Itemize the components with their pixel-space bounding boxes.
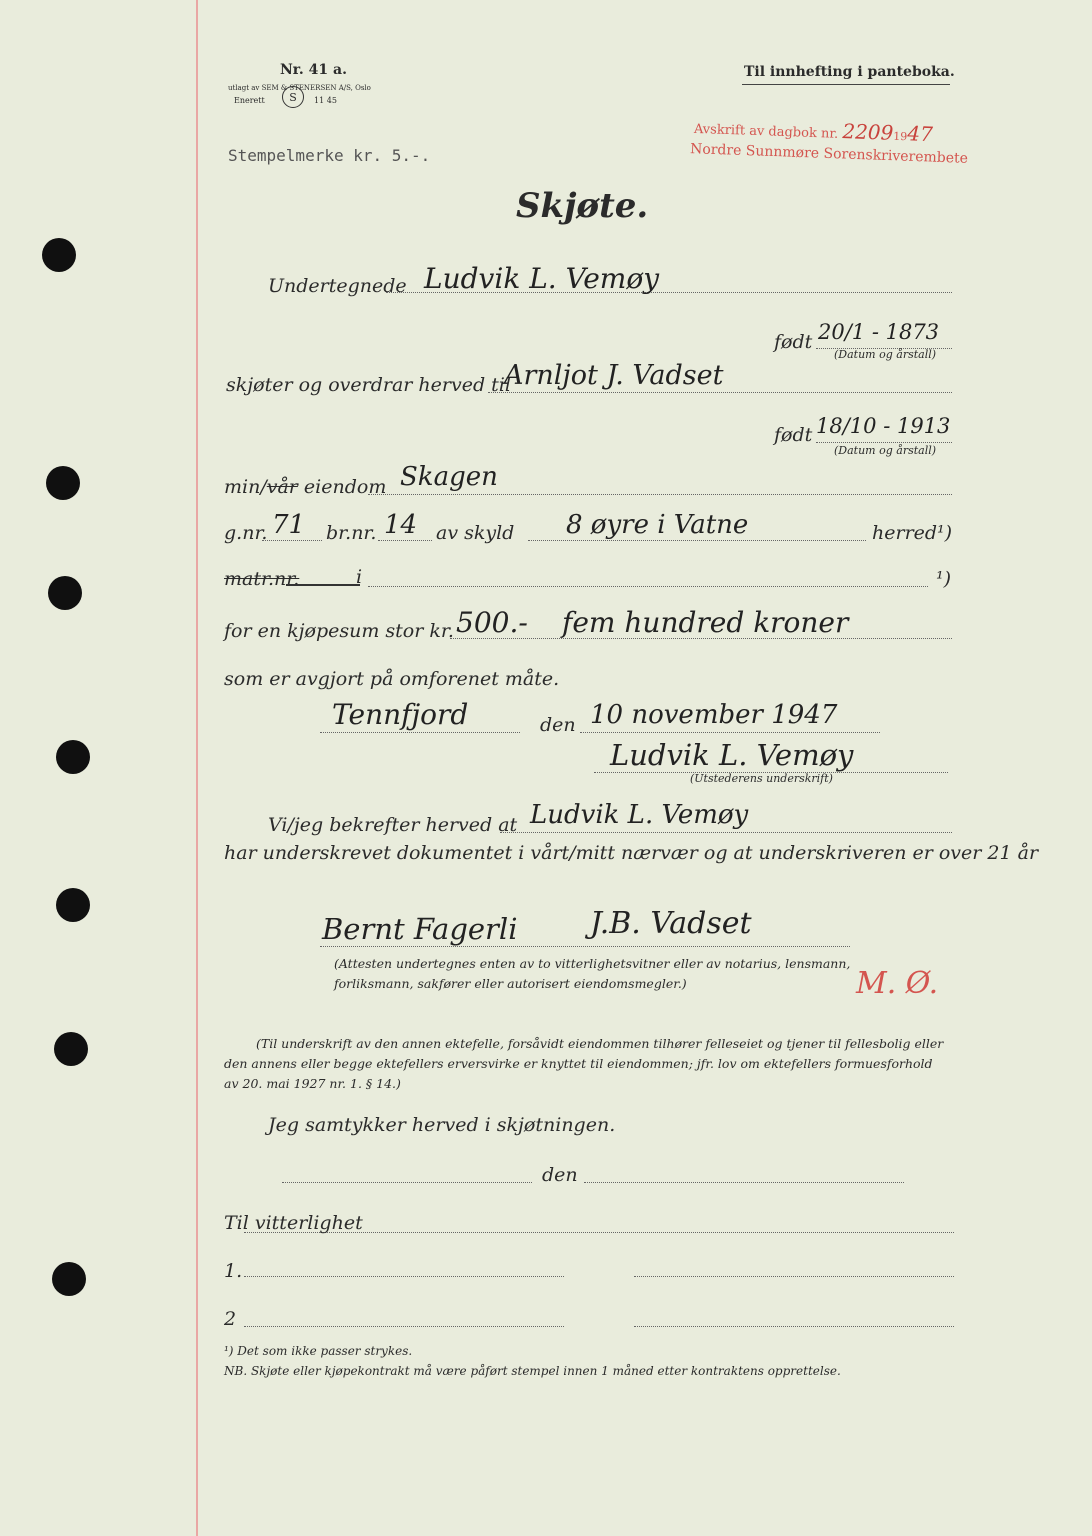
page-title: Skjøte. xyxy=(516,186,649,226)
consent-den-label: den xyxy=(542,1164,578,1186)
consent-text: Jeg samtykker herved i skjøtningen. xyxy=(268,1114,616,1136)
witness-2-line-left xyxy=(244,1326,564,1327)
property-name: Skagen xyxy=(400,462,498,492)
seller-datum-note: (Datum og årstall) xyxy=(834,348,937,361)
buyer-name-line xyxy=(488,392,952,393)
binding-note: Til innhefting i panteboka. xyxy=(744,64,955,80)
stamp-duty-text: Stempelmerke kr. 5.-. xyxy=(228,146,431,165)
property-label-suffix: eiendom xyxy=(297,476,387,498)
spouse-note-2: den annens eller begge ektefellers erversvirke er knyttet til eiendommen; jfr. lov om ektefellers formuesforhold xyxy=(224,1056,933,1071)
witness-2-label: 2 xyxy=(224,1308,237,1330)
matr-strike-line xyxy=(286,584,360,586)
buyer-fodt-label: født xyxy=(774,424,813,446)
spouse-note-3: av 20. mai 1927 nr. 1. § 14.) xyxy=(224,1076,401,1091)
brnr-value: 14 xyxy=(384,510,418,540)
skyld-line xyxy=(528,540,866,541)
transfer-label: skjøter og overdrar herved til xyxy=(226,374,511,396)
witness-signature-2: J.B. Vadset xyxy=(590,906,752,941)
buyer-dob-line xyxy=(816,442,952,443)
stamp-line-1 xyxy=(694,114,934,146)
place: Tennfjord xyxy=(332,698,469,731)
footnote-2: NB. Skjøte eller kjøpekontrakt må være påført stempel innen 1 måned etter kontraktens opprettelse. xyxy=(224,1364,841,1378)
print-code: 11 45 xyxy=(314,96,337,105)
matr-line xyxy=(368,586,928,587)
skyld-label: av skyld xyxy=(436,522,515,544)
stamp-dagbok-number: 2209 xyxy=(842,119,894,145)
property-label-prefix: min/ xyxy=(224,476,267,498)
gnr-line xyxy=(262,540,322,541)
brnr-label: br.nr. xyxy=(326,522,377,544)
buyer-dob: 18/10 - 1913 xyxy=(816,414,951,438)
punch-hole xyxy=(56,740,90,774)
stamp-prefix: Avskrift av dagbok nr. xyxy=(693,121,839,142)
property-label xyxy=(224,476,386,498)
seller-name: Ludvik L. Vemøy xyxy=(424,262,660,295)
price-label: for en kjøpesum stor kr. xyxy=(224,620,454,642)
gnr-label: g.nr. xyxy=(224,522,268,544)
issuer-signature: Ludvik L. Vemøy xyxy=(610,738,854,772)
skyld-value: 8 øyre i Vatne xyxy=(566,510,749,540)
witness-1-label: 1. xyxy=(224,1260,243,1282)
spouse-note-1: (Til underskrift av den annen ektefelle, forsåvidt eiendommen tilhører felleseiet og tjener til fellesbolig eller xyxy=(256,1036,944,1051)
seller-dob: 20/1 - 1873 xyxy=(818,320,940,344)
footnote-1: ¹) Det som ikke passer strykes. xyxy=(224,1344,413,1358)
witness-signatures-line xyxy=(320,946,850,947)
stamp-line-2: Nordre Sunnmøre Sorenskriverembete xyxy=(689,141,969,167)
punch-hole xyxy=(54,1032,88,1066)
place-line xyxy=(320,732,520,733)
confirm-name: Ludvik L. Vemøy xyxy=(530,800,749,830)
rights-text: Enerett xyxy=(234,96,265,105)
punch-hole xyxy=(56,888,90,922)
confirm-name-line xyxy=(500,832,952,833)
matr-suffix: i xyxy=(356,566,363,588)
punch-hole xyxy=(48,576,82,610)
buyer-datum-note: (Datum og årstall) xyxy=(834,444,937,457)
witness-2-line-right xyxy=(634,1326,954,1327)
consent-place-line xyxy=(282,1182,532,1183)
attest-note-2: forliksmann, sakfører eller autorisert eiendomsmegler.) xyxy=(334,976,687,991)
confirm-text: har underskrevet dokumentet i vårt/mitt nærvær og at underskriveren er over 21 år xyxy=(224,842,1039,864)
witness-1-line-right xyxy=(634,1276,954,1277)
property-name-line xyxy=(368,494,952,495)
date-den-label: den xyxy=(540,714,576,736)
witness-signature-1: Bernt Fagerli xyxy=(322,912,518,946)
red-margin-line xyxy=(196,0,198,1536)
price-words: fem hundred kroner xyxy=(562,606,849,639)
price-amount: 500.- xyxy=(456,606,528,639)
gnr-value: 71 xyxy=(272,510,306,540)
buyer-name: Arnljot J. Vadset xyxy=(504,360,724,391)
stamp-year-suffix: 47 xyxy=(906,121,934,147)
matr-label: matr.nr. xyxy=(224,568,300,590)
publisher-logo-icon: S xyxy=(282,86,304,108)
settled-text: som er avgjort på omforenet måte. xyxy=(224,668,560,690)
stamp-year-prefix: 19 xyxy=(893,129,908,144)
initials: M. Ø. xyxy=(856,966,939,1001)
publisher-line: utlagt av SEM & STENERSEN A/S, Oslo xyxy=(228,84,371,92)
punch-hole xyxy=(46,466,80,500)
seller-fodt-label: født xyxy=(774,331,813,353)
form-number: Nr. 41 a. xyxy=(280,62,347,78)
property-label-struck: vår xyxy=(266,476,298,498)
witness-1-line-left xyxy=(244,1276,564,1277)
binding-note-underline xyxy=(742,84,950,85)
date-written: 10 november 1947 xyxy=(590,700,838,730)
matr-footnote-mark: ¹) xyxy=(936,568,952,590)
attest-note-1: (Attesten undertegnes enten av to vitterlighetsvitner eller av notarius, lensmann, xyxy=(334,956,851,971)
brnr-line xyxy=(378,540,432,541)
punch-hole xyxy=(42,238,76,272)
issuer-signature-note: (Utstederens underskrift) xyxy=(690,772,833,785)
consent-date-line xyxy=(584,1182,904,1183)
date-line xyxy=(580,732,880,733)
confirm-label: Vi/jeg bekrefter herved at xyxy=(268,814,518,836)
undertegnede-label: Undertegnede xyxy=(268,275,407,297)
witness-heading: Til vitterlighet xyxy=(224,1212,363,1234)
punch-hole xyxy=(52,1262,86,1296)
herred-label: herred¹) xyxy=(872,522,953,544)
